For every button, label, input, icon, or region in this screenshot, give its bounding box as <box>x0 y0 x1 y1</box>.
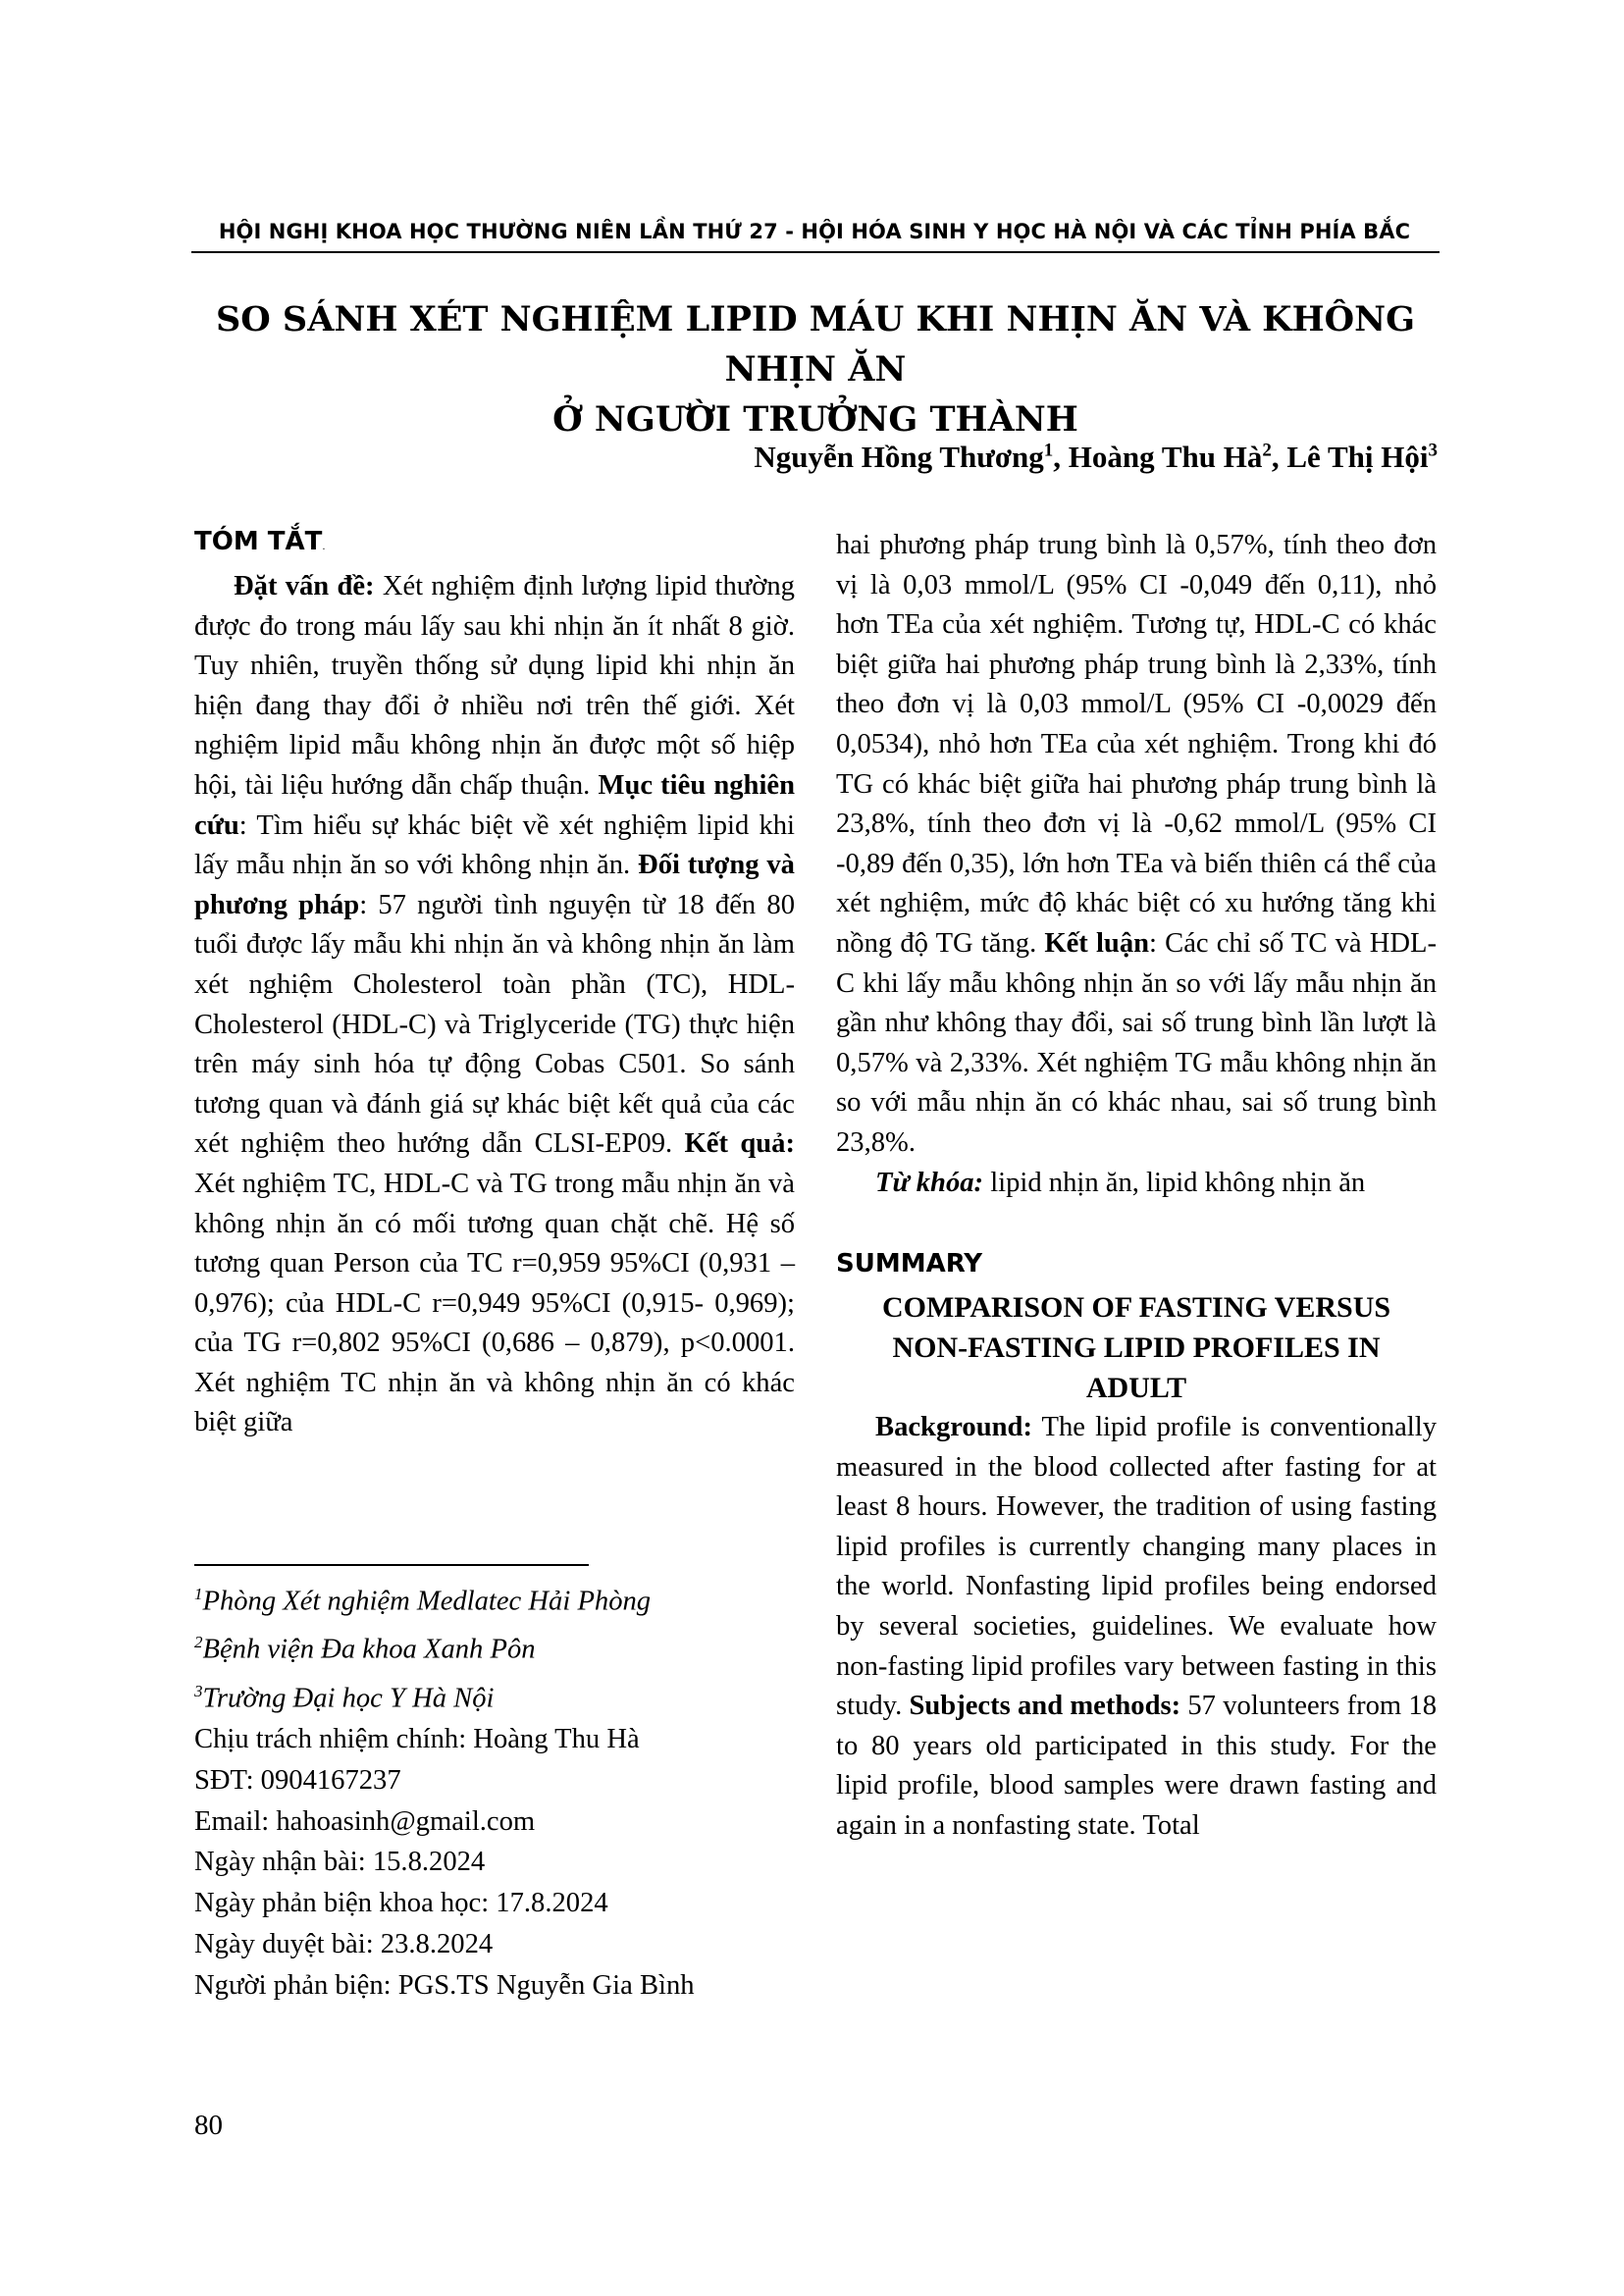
keywords-label: Từ khóa: <box>875 1167 984 1198</box>
affiliation-mark: 2 <box>194 1633 203 1652</box>
abstract-paragraph <box>194 567 795 1443</box>
en-methods-text: 57 volunteers from 18 to 80 years old participated in this study. For the lipid profile, blood samples were drawn fasting and again in a nonfasting state. Total <box>836 1691 1437 1842</box>
affiliation-3 <box>194 1671 783 1719</box>
results-text: Xét nghiệm TC, HDL-C và TG trong mẫu nhịn ăn và không nhịn ăn có mối tương quan chặt chẽ. Hệ số tương quan Person của TC r=0,959 95%CI (0,931 – 0,976); của HDL-C r=0,949 95%CI (0,915- 0,969); của TG r=0,802 95%CI (0,686 – 0,879), p<0.0001. Xét nghiệm TC nhịn ăn và không nhịn ăn có khác biệt giữa <box>194 1168 795 1438</box>
author-separator: , <box>1053 440 1069 474</box>
affiliation-2 <box>194 1622 783 1670</box>
en-methods-label: Subjects and methods: <box>909 1691 1181 1722</box>
left-column <box>194 522 795 1443</box>
aim-label: Mục tiêu nghiên cứu <box>194 769 795 841</box>
article-title <box>191 294 1440 444</box>
results-text-continued: hai phương pháp trung bình là 0,57%, tính theo đơn vị là 0,03 mmol/L (95% CI -0,049 đến 0,11), nhỏ hơn TEa của xét nghiệm. Tương tự, HDL-C có khác biệt giữa hai phương pháp trung bình là 2,33%, tính theo đơn vị là 0,03 mmol/L (95% CI -0,0029 đến 0,0534), nhỏ hơn TEa của xét nghiệm. Trong khi đó TG có khác biệt giữa hai phương pháp trung bình là 23,8%, tính theo đơn vị là -0,62 mmol/L (95% CI -0,89 đến 0,35), lớn hơn TEa và biến thiên cá thể của xét nghiệm, mức độ khác biệt có xu hướng tăng khi nồng độ TG tăng. <box>836 530 1437 959</box>
methods-label: Đối tượng và phương pháp <box>194 850 795 920</box>
results-label: Kết quả: <box>684 1128 795 1160</box>
author-name: Nguyễn Hồng Thương <box>754 440 1044 474</box>
review-date: Ngày phản biện khoa học: 17.8.2024 <box>194 1888 608 1919</box>
affiliation-text: Bệnh viện Đa khoa Xanh Pôn <box>202 1634 536 1665</box>
english-title-line-1: COMPARISON OF FASTING VERSUS <box>881 1291 1391 1325</box>
author-name: Hoàng Thu Hà <box>1068 440 1263 474</box>
title-line-2: Ở NGƯỜI TRƯỞNG THÀNH <box>552 399 1078 440</box>
approved-date: Ngày duyệt bài: 23.8.2024 <box>194 1928 494 1959</box>
background-text: Xét nghiệm định lượng lipid thường được đo trong máu lấy sau khi nhịn ăn ít nhất 8 giờ. Tuy nhiên, truyền thống sử dụng lipid khi nhịn ăn hiện đang thay đổi ở nhiều nơi trên thế giới. Xét nghiệm lipid mẫu không nhịn ăn được một số hiệp hội, tài liệu hướng dẫn chấp thuận. <box>194 571 795 801</box>
english-title <box>836 1287 1437 1408</box>
right-column <box>836 526 1437 1847</box>
author-affiliation-mark: 3 <box>1428 440 1438 461</box>
conclusion-text: : Các chỉ số TC và HDL-C khi lấy mẫu không nhịn ăn so với lấy mẫu nhịn ăn gần như không thay đổi, sai số trung bình lần lượt là 0,57% và 2,33%. Xét nghiệm TG mẫu không nhịn ăn so với mẫu nhịn ăn có khác nhau, sai số trung bình 23,8%. <box>836 927 1437 1158</box>
author-list <box>754 440 1438 475</box>
author-affiliation-mark: 2 <box>1262 440 1272 461</box>
footnotes <box>194 1564 783 2007</box>
en-background-text: The lipid profile is conventionally measured in the blood collected after fasting for at least 8 hours. However, the tradition of using fasting lipid profiles is currently changing many places in the world. Nonfasting lipid profiles being endorsed by several societies, guidelines. We evaluate how non-fasting lipid profiles vary between fasting in this study. <box>836 1412 1437 1722</box>
header-rule <box>191 251 1440 253</box>
keywords-paragraph <box>836 1164 1437 1204</box>
running-header: HỘI NGHỊ KHOA HỌC THƯỜNG NIÊN LẦN THỨ 27 - HỘI HÓA SINH Y HỌC HÀ NỘI VÀ CÁC TỈNH PHÍA BẮC <box>218 220 1411 243</box>
summary-heading: SUMMARY <box>836 1249 983 1279</box>
affiliation-1 <box>194 1574 783 1622</box>
page-number: 80 <box>194 2110 223 2141</box>
email: Email: hahoasinh@gmail.com <box>194 1805 536 1837</box>
abstract-heading-dot: . <box>322 542 326 552</box>
english-title-line-2: NON-FASTING LIPID PROFILES IN <box>892 1331 1381 1365</box>
author-separator: , <box>1271 440 1287 474</box>
keywords-text: lipid nhịn ăn, lipid không nhịn ăn <box>983 1167 1366 1198</box>
affiliation-mark: 3 <box>194 1681 203 1700</box>
summary-paragraph <box>836 1408 1437 1847</box>
conclusion-label: Kết luận <box>1044 927 1150 959</box>
affiliation-text: Trường Đại học Y Hà Nội <box>202 1683 495 1714</box>
abstract-heading-text: TÓM TẮT <box>194 527 323 556</box>
en-background-label: Background: <box>875 1412 1032 1443</box>
corresponding-author: Chịu trách nhiệm chính: Hoàng Thu Hà <box>194 1723 640 1754</box>
abstract-heading <box>194 522 795 567</box>
footnote-rule <box>194 1564 589 1566</box>
title-line-1: SO SÁNH XÉT NGHIỆM LIPID MÁU KHI NHỊN ĂN VÀ KHÔNG NHỊN ĂN <box>215 299 1416 390</box>
reviewer: Người phản biện: PGS.TS Nguyễn Gia Bình <box>194 1969 695 2001</box>
affiliation-text: Phòng Xét nghiệm Medlatec Hải Phòng <box>202 1586 652 1617</box>
abstract-continuation <box>836 526 1437 1164</box>
author-name: Lê Thị Hội <box>1286 440 1429 474</box>
english-title-line-3: ADULT <box>1085 1372 1187 1405</box>
received-date: Ngày nhận bài: 15.8.2024 <box>194 1847 486 1878</box>
author-affiliation-mark: 1 <box>1043 440 1054 461</box>
methods-text: : 57 người tình nguyện từ 18 đến 80 tuổi được lấy mẫu khi nhịn ăn và không nhịn ăn làm xét nghiệm Cholesterol toàn phần (TC), HDL-Cholesterol (HDL-C) và Triglyceride (TG) thực hiện trên máy sinh hóa tự động Cobas C501. So sánh tương quan và đánh giá sự khác biệt kết quả của các xét nghiệm theo hướng dẫn CLSI-EP09. <box>194 889 795 1160</box>
affiliation-mark: 1 <box>194 1585 203 1603</box>
aim-text: : Tìm hiểu sự khác biệt về xét nghiệm lipid khi lấy mẫu nhịn ăn so với không nhịn ăn. <box>194 809 795 881</box>
phone: SĐT: 0904167237 <box>194 1764 401 1796</box>
background-label: Đặt vấn đề: <box>234 571 375 601</box>
